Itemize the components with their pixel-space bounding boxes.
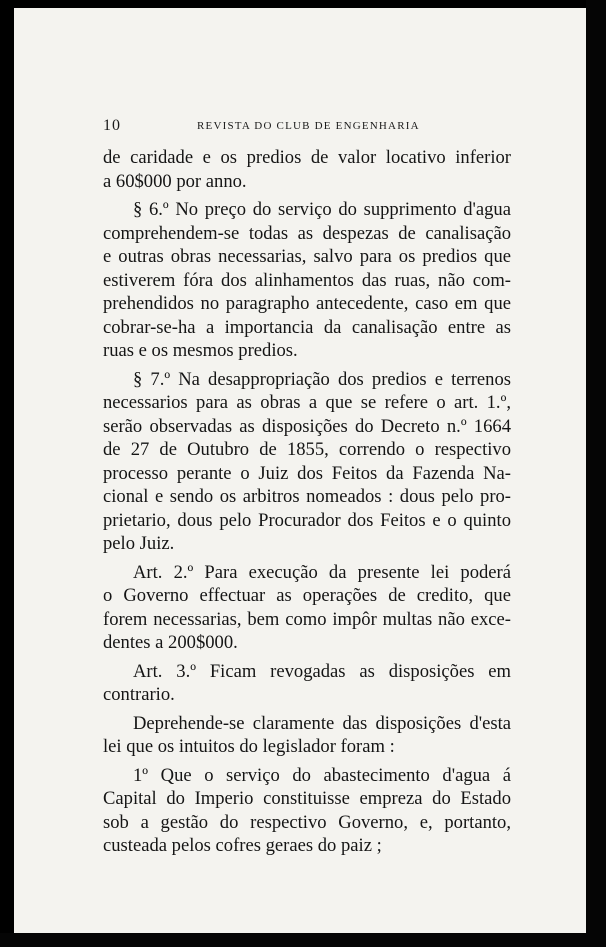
text-line: forem necessarias, bem como impôr multas não exce- bbox=[103, 608, 511, 630]
text-line: cobrar-se-ha a importancia da canalisação entre as bbox=[103, 316, 511, 338]
paragraph-section-6 bbox=[103, 198, 511, 363]
text-line: § 7.º Na desappropriação dos predios e terrenos bbox=[133, 368, 511, 390]
scan-border-bottom bbox=[0, 933, 606, 947]
text-line: a 60$000 por anno. bbox=[103, 170, 247, 192]
text-line: cional e sendo os arbitros nomeados : dous pelo pro- bbox=[103, 486, 511, 507]
text-line: estiverem fóra dos alinhamentos das ruas, não com- bbox=[103, 269, 511, 291]
text-line: e outras obras necessarias, salvo para os predios que bbox=[103, 246, 511, 267]
text-line: prehendidos no paragrapho antecedente, caso em que bbox=[103, 293, 511, 314]
text-line: dentes a 200$000. bbox=[103, 632, 238, 653]
running-title: REVISTA DO CLUB DE ENGENHARIA bbox=[197, 120, 420, 132]
paragraph-deprehende bbox=[103, 712, 511, 759]
text-line: processo perante o Juiz dos Feitos da Fazenda Na- bbox=[103, 462, 511, 484]
text-line: custeada pelos cofres geraes do paiz ; bbox=[103, 835, 382, 856]
text-line: serão observadas as disposições do Decreto n.º 1664 bbox=[103, 415, 511, 437]
text-line: § 6.º No preço do serviço do supprimento d'agua bbox=[133, 199, 511, 220]
text-line: pelo Juiz. bbox=[103, 533, 175, 554]
paragraph-continuation bbox=[103, 146, 511, 193]
text-line: Deprehende-se claramente das disposições d'esta bbox=[133, 712, 511, 734]
text-line: ruas e os mesmos predios. bbox=[103, 340, 298, 361]
text-line: Capital do Imperio constituisse empreza do Estado bbox=[103, 788, 511, 809]
text-line: o Governo effectuar as operações de credito, que bbox=[103, 585, 511, 606]
text-line: de 27 de Outubro de 1855, correndo o respectivo bbox=[103, 439, 511, 460]
page-number: 10 bbox=[103, 117, 121, 134]
text-line: Art. 2.º Para execução da presente lei poderá bbox=[133, 561, 511, 583]
text-line: comprehendem-se todas as despezas de canalisação bbox=[103, 222, 511, 244]
paragraph-art-3 bbox=[103, 660, 511, 707]
paragraph-section-7 bbox=[103, 368, 511, 556]
text-line: prietario, dous pelo Procurador dos Feitos e o quinto bbox=[103, 509, 511, 531]
text-line: necessarios para as obras a que se refere o art. 1.º, bbox=[103, 392, 511, 413]
paragraph-art-2 bbox=[103, 561, 511, 655]
text-line: contrario. bbox=[103, 684, 175, 705]
text-line: de caridade e os predios de valor locativo inferior bbox=[103, 147, 511, 168]
text-line: 1º Que o serviço do abastecimento d'agua á bbox=[133, 764, 511, 786]
page-header bbox=[103, 117, 511, 135]
text-line: Art. 3.º Ficam revogadas as disposições em bbox=[133, 660, 511, 682]
scan-border-right bbox=[586, 0, 606, 947]
text-line: lei que os intuitos do legislador foram : bbox=[103, 736, 395, 757]
body-text bbox=[103, 146, 511, 858]
paragraph-item-1 bbox=[103, 764, 511, 858]
text-line: sob a gestão do respectivo Governo, e, portanto, bbox=[103, 811, 511, 833]
